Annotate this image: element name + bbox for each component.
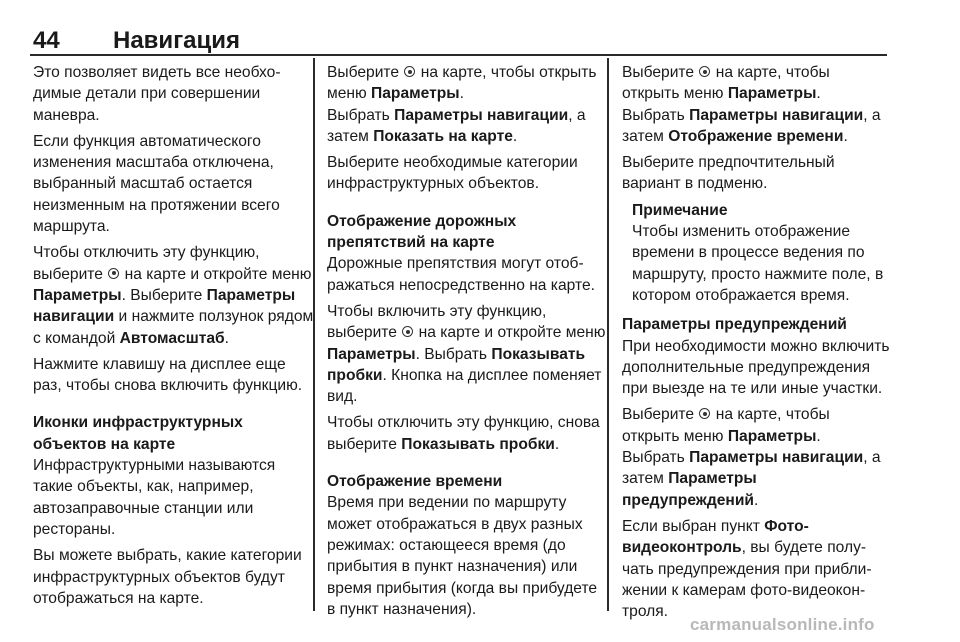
menu-name: Параметры навигации	[33, 286, 296, 326]
note-text: Чтобы изменить отображение времени в процессе ведения по маршруту, просто нажмите поле, в котором отображается время.	[632, 223, 884, 304]
note-title: Примечание	[632, 201, 728, 219]
text: Если выбран пункт	[622, 517, 760, 535]
menu-name: Параметры	[371, 85, 460, 103]
text: . Выбрать	[415, 345, 488, 363]
text: .	[843, 127, 848, 145]
section-heading: Иконки инфраструктурных объектов на карте	[33, 414, 243, 453]
text: , а затем	[622, 449, 881, 488]
text: Выберите	[622, 64, 695, 81]
paragraph: Это позволяет видеть все необходимые детали при совершении маневра.	[33, 64, 281, 124]
paragraph	[327, 301, 609, 407]
text: Чтобы включить эту функцию, выберите	[327, 302, 547, 342]
paragraph: При необходимости можно включить дополнительные предупреждения при выезде на те или иные участки.	[622, 337, 890, 398]
paragraph: Вы можете выбрать, какие категории инфраструктурных объектов будут отображаться на карте.	[33, 547, 302, 607]
menu-name: Параметры	[327, 345, 416, 363]
column-3	[622, 62, 890, 627]
paragraph	[327, 62, 609, 105]
command-name: Фото-видеоконтроль	[622, 517, 809, 557]
menu-name: Параметры	[727, 427, 817, 445]
page-header	[30, 28, 886, 54]
text: и нажмите ползунок рядом с командой	[33, 308, 314, 347]
text: Чтобы отключить эту функцию, снова выберите	[327, 414, 600, 453]
section-heading: Отображение дорожных препятствий на карте	[327, 212, 517, 252]
paragraph	[33, 242, 315, 348]
text: Выберите	[622, 406, 695, 424]
text: на карте, чтобы открыть меню	[327, 64, 597, 103]
settings-gear-icon	[699, 408, 710, 419]
text: .	[816, 85, 821, 103]
paragraph	[622, 62, 890, 105]
text: .	[459, 85, 464, 103]
settings-gear-icon	[108, 268, 119, 279]
paragraph: Если функция автоматического изменения масштаба отключена, выбранный масштаб остается неизменным на протяжении всего маршрута.	[33, 132, 280, 236]
text: Чтобы отключить эту функцию, выберите	[33, 244, 260, 283]
page-title: Навигация	[113, 27, 241, 54]
paragraph	[622, 516, 890, 622]
command-name: Показывать пробки	[401, 435, 555, 453]
paragraph: Нажмите клавишу на дисплее еще раз, чтобы снова включить функцию.	[33, 355, 303, 395]
text: .	[816, 427, 821, 445]
text: .	[754, 491, 759, 509]
text: на карте и откройте меню	[124, 265, 312, 283]
text: на карте, чтобы открыть меню	[622, 406, 830, 445]
menu-name: Параметры	[727, 85, 817, 103]
column-2	[327, 62, 609, 625]
paragraph	[327, 105, 609, 148]
text: на карте, чтобы открыть меню	[622, 64, 830, 103]
paragraph	[622, 447, 890, 511]
text: .	[224, 329, 229, 347]
paragraph	[327, 412, 609, 455]
paragraph: Инфраструктурными называются такие объекты, как, например, автозаправочные станции или рестораны.	[33, 457, 276, 538]
command-name: Автомасштаб	[119, 329, 225, 347]
menu-name: Параметры навигации	[394, 106, 569, 124]
paragraph: Время при ведении по маршруту может отображаться в двух разных режимах: остающееся время (до прибытия в пункт назначения) или время прибытия (когда вы прибудете в пункт назначения).	[327, 494, 598, 618]
command-name: Показывать пробки	[327, 345, 586, 384]
text: , вы будете получать предупреждения при приближении к камерам фото-видеоконтроля.	[622, 539, 872, 621]
header-divider	[30, 54, 887, 56]
text: , а затем	[327, 106, 586, 145]
menu-name: Параметры	[33, 286, 122, 304]
note-box	[632, 200, 890, 306]
settings-gear-icon	[699, 66, 710, 77]
text: на карте и откройте меню	[418, 324, 606, 342]
paragraph: Дорожные препятствия могут отображаться непосредственно на карте.	[327, 255, 595, 294]
settings-gear-icon	[402, 326, 413, 337]
paragraph: Выберите предпочтительный вариант в подменю.	[622, 154, 835, 193]
menu-name: Параметры навигации	[689, 106, 864, 124]
paragraph	[622, 105, 890, 148]
paragraph: Выберите необходимые категории инфраструктурных объектов.	[327, 154, 578, 193]
text: Выбрать	[327, 106, 390, 124]
menu-name: Параметры предупреждений	[622, 470, 757, 509]
text: . Кнопка на дисплее поменяет вид.	[327, 366, 602, 406]
text: Выбрать	[622, 449, 685, 467]
text: , а затем	[622, 106, 881, 145]
watermark: carmanualsonline.info	[690, 615, 875, 634]
text: Выберите	[327, 64, 400, 81]
page-number: 44	[33, 27, 60, 54]
menu-name: Параметры навигации	[689, 449, 864, 467]
text: . Выберите	[121, 286, 203, 304]
menu-name: Отображение времени	[668, 127, 844, 145]
text: Выбрать	[622, 106, 685, 124]
settings-gear-icon	[404, 66, 415, 77]
section-heading: Отображение времени	[327, 473, 503, 491]
paragraph	[622, 404, 890, 447]
text: .	[512, 127, 518, 145]
text: .	[554, 435, 560, 453]
menu-name: Показать на карте	[373, 127, 513, 145]
section-heading: Параметры предупреждений	[622, 316, 847, 334]
column-1	[33, 62, 315, 614]
